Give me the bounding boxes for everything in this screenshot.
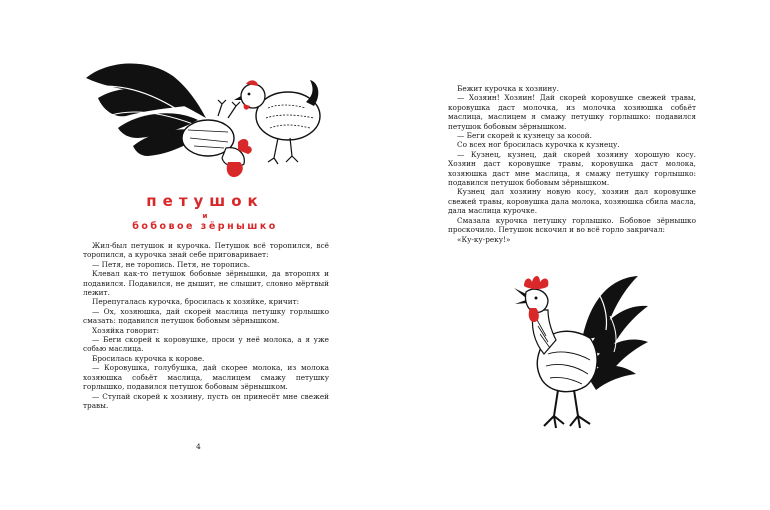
paragraph: — Ступай скорей к хозяину, пусть он принесёт мне свежей травы. [83,391,329,410]
title-line-1: петушок [146,192,264,210]
right-page [385,0,770,510]
paragraph: — Коровушка, голубушка, дай скорее молока, из молока хозяюшка собьёт маслица, маслицем смажу петушку горлышко, подавился петушок бобовым зёрнышком. [83,363,329,392]
paragraph: — Ох, хозяюшка, дай скорей маслица петушку горлышко смазать: подавился петушок бобовым зёрнышком. [83,306,329,326]
page-number: 4 [196,442,201,451]
paragraph: «Ку-ку-реку!» [457,234,511,244]
paragraph: Клевал как-то петушок бобовые зёрнышки, да второпях и подавился. Подавился, не дышит, не слышит, словно мёртвый лежит. [83,269,329,298]
right-page-text [448,84,696,244]
paragraph: — Беги скорей к кузнецу за косой. [457,131,592,141]
paragraph: Бросилась курочка к корове. [92,353,205,363]
paragraph: Бежит курочка к хозяину. [457,84,559,93]
crowing-rooster-illustration [500,270,650,440]
paragraph: — Петя, не торопись. Петя, не торопись. [92,259,251,269]
paragraph: — Кузнец, кузнец, дай скорей хозяину хорошую косу. Хозяин даст коровушке травы, коровушка даст молока, хозяюшка даст мне маслица, я смажу петушку горлышко: подавился петушок бобовым зёрнышком. [448,149,696,188]
title-line-2: бобовое зёрнышко [132,221,278,232]
rooster-and-hen-illustration [78,58,328,183]
paragraph: Кузнец дал хозяину новую косу, хозяин дал коровушке свежей травы, коровушка дала молока, хозяюшка сбила масла, дала маслица курочке. [448,187,696,216]
paragraph: Со всех ног бросилась курочка к кузнецу. [457,140,620,150]
paragraph: — Беги скорей к коровушке, проси у неё молока, а я уже собью маслица. [83,335,329,354]
paragraph: Перепугалась курочка, бросилась к хозяйке, кричит: [92,297,300,307]
paragraph: Хозяйка говорит: [92,325,160,335]
left-page-text [83,241,329,410]
paragraph: Смазала курочка петушку горлышко. Бобовое зёрнышко проскочило. Петушок вскочил и во всё горло закричал: [448,215,696,235]
title-conjunction: и [202,212,208,220]
paragraph: — Хозяин! Хозяин! Дай скорей коровушке свежей травы, коровушка даст молочка, из молочка хозяюшка собьёт маслица, маслицем я смажу петушку горлышко: подавился петушок бобовым зёрнышком. [448,93,696,131]
paragraph: Жил-был петушок и курочка. Петушок всё торопился, всё торопился, а курочка знай себе приговаривает: [83,241,329,260]
